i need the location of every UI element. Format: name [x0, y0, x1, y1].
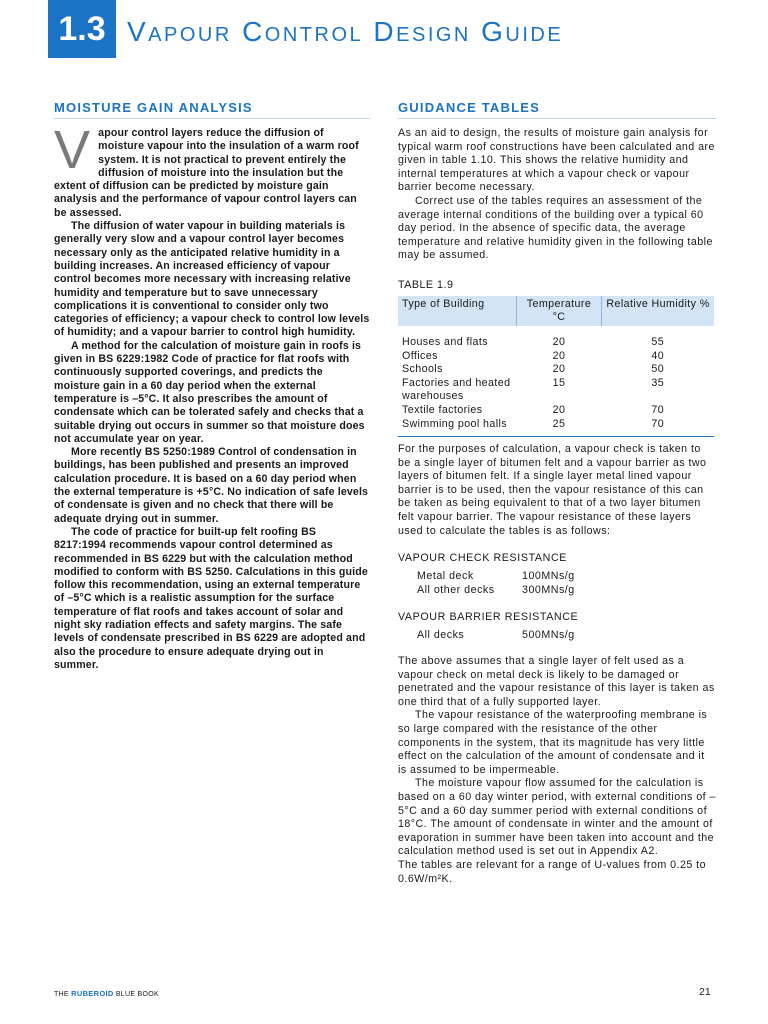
paragraph: More recently BS 5250:1989 Control of condensation in buildings, has been published and presents an improved calculation procedure. It is based on a 60 day period when the external temperature is +5°C. No indication of safe levels of condensate is given and no check that there will be adequate drying out in summer.	[54, 446, 369, 525]
guidance-tables-heading: GUIDANCE TABLES	[398, 100, 716, 119]
footer-brand	[54, 989, 159, 998]
resistance-value: 300MNs/g	[522, 583, 575, 596]
moisture-gain-body	[54, 120, 370, 672]
resistance-key: All other decks	[417, 583, 495, 596]
cell-building: Factories and heated warehouses	[402, 376, 511, 403]
footer-suffix: BLUE BOOK	[115, 991, 159, 998]
resistance-row	[398, 629, 716, 643]
guidance-intro	[398, 127, 716, 263]
resistance-row	[398, 584, 716, 598]
table-label: TABLE 1.9	[398, 278, 454, 291]
cell-temperature: 15	[552, 376, 566, 389]
resistance-key: Metal deck	[417, 570, 474, 583]
cell-humidity: 40	[651, 349, 665, 362]
cell-building: Swimming pool halls	[398, 418, 517, 437]
col-header-building: Type of Building	[398, 296, 517, 326]
paragraph: As an aid to design, the results of moisture gain analysis for typical warm roof constructions have been calculated and are given in table 1.10. This shows the relative humidity and internal temperatures at which a vapour check or vapour barrier become necessary.	[398, 127, 715, 194]
assumptions-body	[398, 655, 716, 886]
resistance-row	[398, 570, 716, 584]
table-row	[398, 418, 714, 437]
cell-temperature: 20	[552, 335, 566, 348]
cell-temperature: 20	[552, 403, 566, 416]
table-row	[398, 404, 714, 418]
page-title: Vapour Control Design Guide	[127, 16, 564, 47]
cell-building: Textile factories	[402, 403, 483, 416]
table-row	[398, 326, 714, 350]
resistance-value: 100MNs/g	[522, 570, 575, 583]
table-row	[398, 377, 714, 404]
paragraph: A method for the calculation of moisture gain in roofs is given in BS 6229:1982 Code of practice for flat roofs with continuously supported coverings, and predicts the moisture gain in a 60 day period when the external temperature is –5°C. It also prescribes the amount of condensate which can be tolerated safely and checks that a suitable drying out occurs in summer so that moisture does not accumulate year on year.	[54, 339, 365, 445]
right-column	[398, 100, 716, 886]
drop-cap: V	[54, 120, 91, 180]
calculation-basis	[398, 443, 716, 538]
paragraph-text: apour control layers reduce the diffusion of moisture vapour into the insulation of a warm roof system. It is not practical to prevent entirely the diffusion of moisture into the insulation but the extent of diffusion can be predicted by moisture gain analysis and the performance of vapour control layers can be assessed.	[54, 127, 359, 219]
paragraph: The above assumes that a single layer of felt used as a vapour check on metal deck is likely to be damaged or penetrated and the vapour resistance of this layer is taken as one third that of a fully supported layer.	[398, 655, 715, 708]
left-column	[54, 100, 370, 672]
cell-humidity: 35	[651, 376, 665, 389]
footer-prefix: THE	[54, 991, 69, 998]
paragraph: The tables are relevant for a range of U-values from 0.25 to 0.6W/m²K.	[398, 858, 706, 885]
paragraph: The diffusion of water vapour in building materials is generally very slow and a vapour control layer becomes necessary only as the anticipated relative humidity in a building increases. An increased efficiency of vapour control becomes more necessary with increasing relative humidity and temperature but to save unnecessary complications it is conventional to consider only two categories of efficiency; a vapour check to control low levels of humidity; and a vapour barrier to control high humidity.	[54, 220, 370, 339]
paragraph: The code of practice for built-up felt roofing BS 8217:1994 recommends vapour control determined as recommended in BS 6229 but with the calculation method modified to conform with BS 5250. Calculations in this guide follow this recommendation, using an external temperature of –5°C which is a realistic assumption for the surface temperature of flat roofs and takes account of solar and night sky radiation effects and safety margins. The safe levels of condensate prescribed in BS 6229 are adopted and also the procedure to ensure adequate drying out in summer.	[54, 525, 368, 671]
table-row	[398, 350, 714, 364]
paragraph: For the purposes of calculation, a vapour check is taken to be a single layer of bitumen felt and a vapour barrier as two layers of bitumen felt. If a single layer metal lined vapour barrier is to be used, then the vapour resistance of this can be taken as being equivalent to that of a two layer bitumen felt vapour barrier. The vapour resistance of these layers used to calculate the tables is as follows:	[398, 443, 707, 537]
resistance-value: 500MNs/g	[522, 629, 575, 642]
resistance-key: All decks	[417, 629, 465, 642]
moisture-gain-heading: MOISTURE GAIN ANALYSIS	[54, 100, 370, 119]
cell-building: Offices	[402, 349, 438, 362]
cell-temperature: 20	[552, 349, 566, 362]
cell-temperature: 25	[517, 418, 602, 437]
col-header-humidity: Relative Humidity %	[602, 296, 715, 326]
cell-humidity: 50	[651, 363, 665, 376]
vapour-barrier-label: VAPOUR BARRIER RESISTANCE	[398, 611, 579, 624]
paragraph: Correct use of the tables requires an assessment of the average internal conditions of the building over a typical 60 day period. In the absence of specific data, the average temperature and relative humidity given in the following table may be assumed.	[398, 194, 713, 262]
footer-brand-name: RUBEROID	[71, 989, 114, 998]
vapour-check-label: VAPOUR CHECK RESISTANCE	[398, 552, 567, 565]
page-number: 21	[699, 986, 711, 998]
cell-building: Houses and flats	[402, 335, 489, 348]
table-row	[398, 363, 714, 377]
cell-building: Schools	[402, 363, 443, 376]
cell-temperature: 20	[552, 363, 566, 376]
table-header-row	[398, 296, 714, 326]
cell-humidity: 55	[651, 335, 665, 348]
paragraph: The moisture vapour flow assumed for the calculation is based on a 60 day winter period, with external conditions of –5°C and a 60 day summer period with external conditions of 18°C. The amount of condensate in winter and the amount of evaporation in summer have been taken into account and the calculation method used is set out in Appendix A2.	[398, 777, 716, 858]
col-header-temperature: Temperature °C	[517, 296, 602, 326]
cell-humidity: 70	[602, 418, 715, 437]
paragraph: The vapour resistance of the waterproofing membrane is so large compared with the resistance of the other components in the system, that its magnitude has very little effect on the calculation of the amount of condensate and it is assumed to be impermeable.	[398, 709, 708, 776]
cell-humidity: 70	[651, 403, 665, 416]
section-number: 1.3	[48, 0, 116, 58]
paragraph	[54, 120, 370, 220]
building-conditions-table	[398, 296, 714, 437]
